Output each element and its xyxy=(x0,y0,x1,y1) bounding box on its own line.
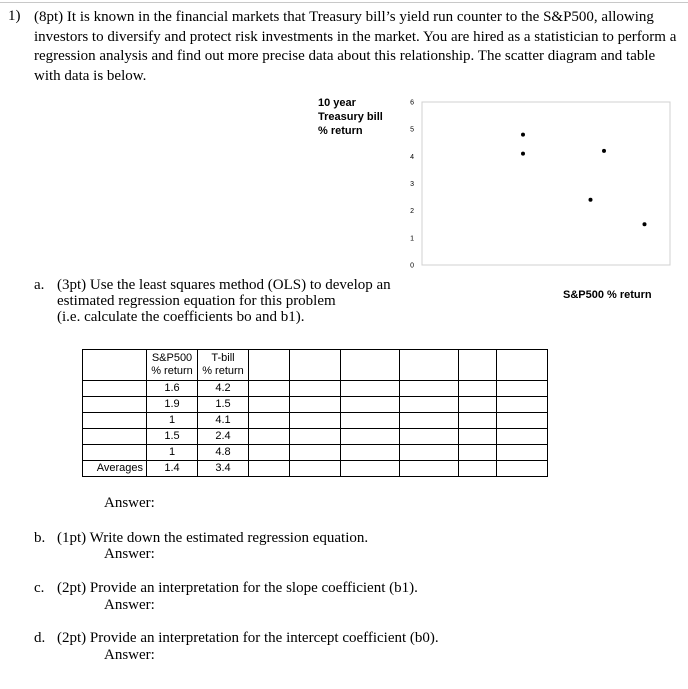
y-tick-label: 1 xyxy=(410,235,414,243)
table-cell xyxy=(459,397,497,413)
table-cell xyxy=(400,381,459,397)
table-cell: 1.6 xyxy=(147,381,198,397)
table-cell xyxy=(290,350,341,381)
table-cell: 1 xyxy=(147,413,198,429)
y-tick-label: 0 xyxy=(410,262,414,270)
table-cell xyxy=(249,445,290,461)
table-cell xyxy=(249,429,290,445)
scatter-chart xyxy=(400,90,680,275)
table-cell xyxy=(497,413,548,429)
table-row xyxy=(83,429,548,445)
table-cell xyxy=(400,413,459,429)
y-tick-label: 4 xyxy=(410,153,414,161)
part-d-letter: d. xyxy=(34,630,46,646)
scatter-point xyxy=(521,133,525,137)
scatter-point xyxy=(521,152,525,156)
table-cell xyxy=(83,350,147,381)
y-tick-label: 2 xyxy=(410,208,414,216)
scatter-point xyxy=(602,149,606,153)
table-row xyxy=(83,445,548,461)
y-label-line-2: Treasury bill xyxy=(318,111,383,123)
table-cell xyxy=(83,429,147,445)
table-row xyxy=(83,397,548,413)
question-intro: (8pt) It is known in the financial markets that Treasury bill’s yield run counter to the S&P500, allowing investors to diversify and protect risk investments in the market. You are hired as a statistician to perform a regression analysis and find out more precise data about this relationship. The scatter diagram and table with data is below. xyxy=(34,9,677,84)
table-cell xyxy=(400,445,459,461)
table-cell: 2.4 xyxy=(198,429,249,445)
table-cell xyxy=(341,429,400,445)
table-row xyxy=(83,381,548,397)
table-cell xyxy=(459,429,497,445)
table-cell xyxy=(249,381,290,397)
table-cell: 1.4 xyxy=(147,461,198,477)
table-cell: 4.2 xyxy=(198,381,249,397)
table-cell xyxy=(341,397,400,413)
table-cell xyxy=(341,413,400,429)
part-d-text: (2pt) Provide an interpretation for the intercept coefficient (b0). xyxy=(57,630,439,646)
table-cell xyxy=(290,445,341,461)
scatter-point xyxy=(643,222,647,226)
table-cell xyxy=(400,397,459,413)
table-cell xyxy=(83,445,147,461)
table-cell xyxy=(497,445,548,461)
part-c-text: (2pt) Provide an interpretation for the slope coefficient (b1). xyxy=(57,580,418,596)
table-cell xyxy=(341,445,400,461)
part-a-line-1: (3pt) Use the least squares method (OLS) to develop an xyxy=(57,277,391,293)
table-cell xyxy=(459,445,497,461)
table-cell xyxy=(497,461,548,477)
table-cell xyxy=(341,461,400,477)
table-cell xyxy=(400,350,459,381)
part-c-answer: Answer: xyxy=(104,597,155,613)
table-cell: 4.8 xyxy=(198,445,249,461)
table-cell: 4.1 xyxy=(198,413,249,429)
table-cell xyxy=(400,461,459,477)
table-cell xyxy=(459,381,497,397)
table-cell: 1.9 xyxy=(147,397,198,413)
part-a-answer: Answer: xyxy=(104,495,155,511)
table-cell xyxy=(497,350,548,381)
table-cell xyxy=(400,429,459,445)
table-cell xyxy=(290,413,341,429)
table-cell xyxy=(459,461,497,477)
part-b-answer: Answer: xyxy=(104,546,155,562)
table-cell xyxy=(83,413,147,429)
y-label-line-3: % return xyxy=(318,125,363,137)
part-a-line-3: (i.e. calculate the coefficients bo and b1). xyxy=(57,309,305,325)
question-number: 1) xyxy=(8,8,21,24)
table-cell: S&P500 % return xyxy=(147,350,198,381)
table-cell xyxy=(83,397,147,413)
table-cell xyxy=(341,350,400,381)
table-cell xyxy=(497,397,548,413)
part-a-line-2: estimated regression equation for this problem xyxy=(57,293,336,309)
part-d-answer: Answer: xyxy=(104,647,155,663)
table-cell xyxy=(249,461,290,477)
part-b-letter: b. xyxy=(34,530,46,546)
top-rule xyxy=(0,2,688,3)
table-cell: 3.4 xyxy=(198,461,249,477)
table-cell xyxy=(497,429,548,445)
table-cell: 1.5 xyxy=(198,397,249,413)
y-tick-label: 5 xyxy=(410,126,414,134)
table-cell xyxy=(341,381,400,397)
table-cell: 1.5 xyxy=(147,429,198,445)
table-cell xyxy=(290,461,341,477)
scatter-point xyxy=(589,198,593,202)
chart-x-axis-label: S&P500 % return xyxy=(563,289,652,301)
table-cell xyxy=(83,381,147,397)
chart-y-axis-label xyxy=(318,96,383,138)
y-tick-label: 6 xyxy=(410,99,414,107)
table-header-row xyxy=(83,350,548,381)
plot-area xyxy=(422,102,670,265)
table-cell xyxy=(249,397,290,413)
part-a-letter: a. xyxy=(34,277,45,293)
table-cell xyxy=(459,350,497,381)
table-cell xyxy=(290,381,341,397)
y-label-line-1: 10 year xyxy=(318,97,356,109)
table-cell xyxy=(497,381,548,397)
table-cell xyxy=(249,350,290,381)
table-cell: 1 xyxy=(147,445,198,461)
data-table xyxy=(82,349,548,477)
y-tick-label: 3 xyxy=(410,181,414,188)
table-row xyxy=(83,413,548,429)
part-b-text: (1pt) Write down the estimated regression equation. xyxy=(57,530,369,546)
table-cell xyxy=(459,413,497,429)
table-cell xyxy=(290,429,341,445)
table-cell xyxy=(249,413,290,429)
table-row xyxy=(83,461,548,477)
table-cell xyxy=(290,397,341,413)
part-c-letter: c. xyxy=(34,580,45,596)
table-cell: T-bill % return xyxy=(198,350,249,381)
table-cell: Averages xyxy=(83,461,147,477)
